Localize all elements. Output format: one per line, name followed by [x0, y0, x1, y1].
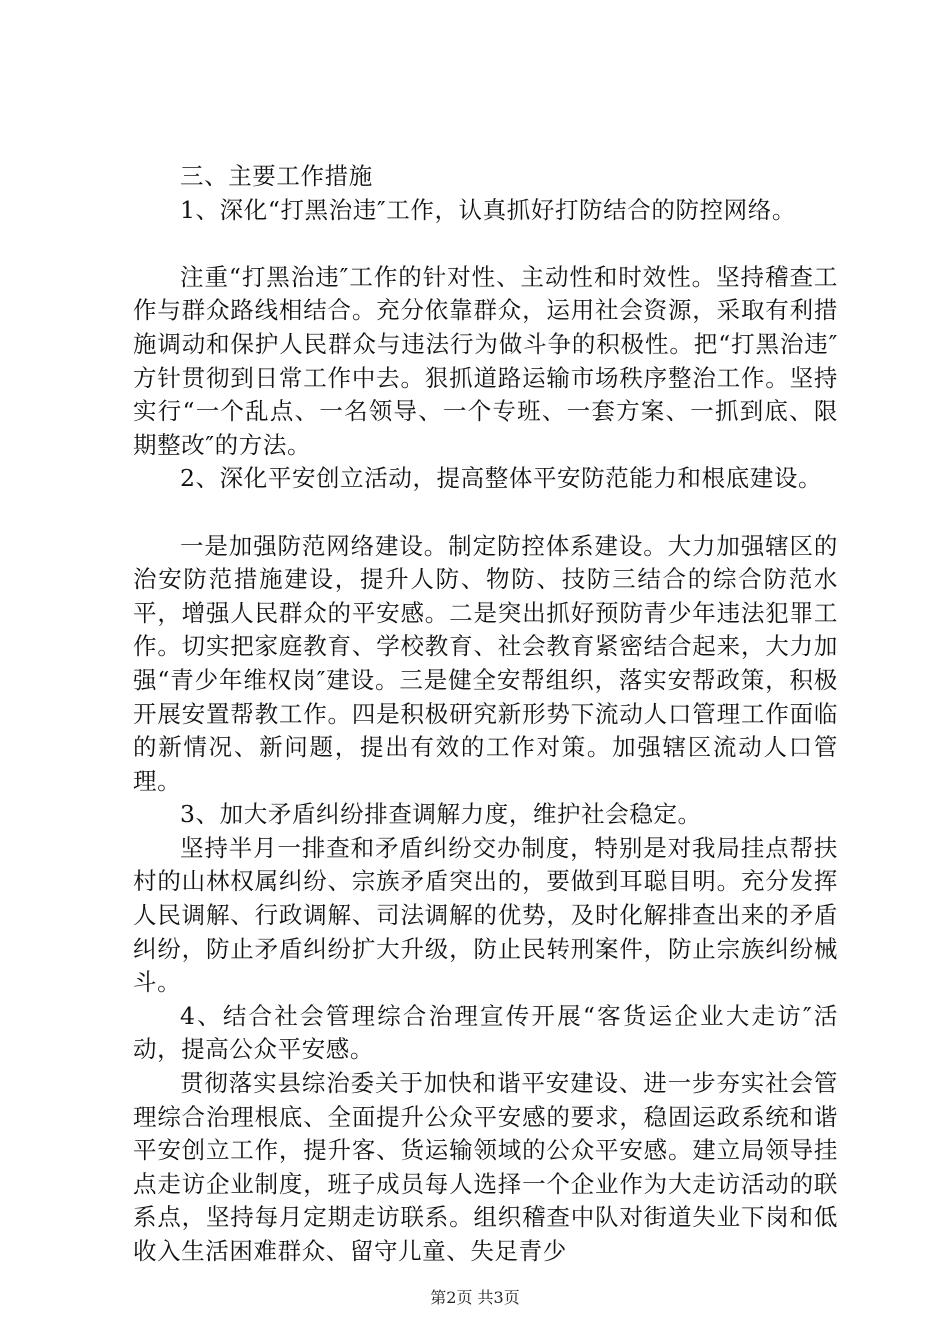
paragraph-1: 注重“打黑治违″工作的针对性、主动性和时效性。坚持稽查工作与群众路线相结合。充分依靠群众，运用社会资源，采取有利措施调动和保护人民群众与违法行为做斗争的积极性。把“打黑治违″方针贯彻到日常工作中去。狠抓道路运输市场秩序整治工作。坚持实行“一个乱点、一名领导、一个专班、一套方案、一抓到底、限期整改″的方法。	[133, 262, 838, 459]
subsection-heading-4: 4、结合社会管理综合治理宣传开展“客货运企业大走访″活动，提高公众平安感。	[133, 1001, 838, 1064]
subsection-heading-1: 1、深化“打黑治违″工作，认真抓好打防结合的防控网络。	[180, 195, 796, 224]
paragraph-2: 一是加强防范网络建设。制定防控体系建设。大力加强辖区的治安防范措施建设，提升人防、物防、技防三结合的综合防范水平，增强人民群众的平安感。二是突出抓好预防青少年违法犯罪工作。切实把家庭教育、学校教育、社会教育紧密结合起来，大力加强“青少年维权岗″建设。三是健全安帮组织，落实安帮政策，积极开展安置帮教工作。四是积极研究新形势下流动人口管理工作面临的新情况、新问题，提出有效的工作对策。加强辖区流动人口管理。	[133, 531, 838, 795]
paragraph-4: 贯彻落实县综治委关于加快和谐平安建设、进一步夯实社会管理综合治理根底、全面提升公众平安感的要求，稳固运政系统和谐平安创立工作，提升客、货运输领域的公众平安感。建立局领导挂点走访企业制度，班子成员每人选择一个企业作为大走访活动的联系点，坚持每月定期走访联系。组织稽查中队对街道失业下岗和低收入生活困难群众、留守儿童、失足青少	[133, 1069, 838, 1265]
document-body	[133, 160, 838, 1269]
subsection-heading-2: 2、深化平安创立活动，提高整体平安防范能力和根底建设。	[180, 464, 823, 493]
subsection-heading-3: 3、加大矛盾纠纷排查调解力度，维护社会稳定。	[180, 800, 702, 829]
paragraph-3: 坚持半月一排查和矛盾纠纷交办制度，特别是对我局挂点帮扶村的山林权属纠纷、宗族矛盾突出的，要做到耳聪目明。充分发挥人民调解、行政调解、司法调解的优势，及时化解排查出来的矛盾纠纷，防止矛盾纠纷扩大升级，防止民转刑案件，防止宗族纠纷械斗。	[133, 833, 838, 997]
page-footer: 第2页 共3页	[430, 1288, 520, 1307]
section-heading: 三、主要工作措施	[180, 162, 373, 190]
